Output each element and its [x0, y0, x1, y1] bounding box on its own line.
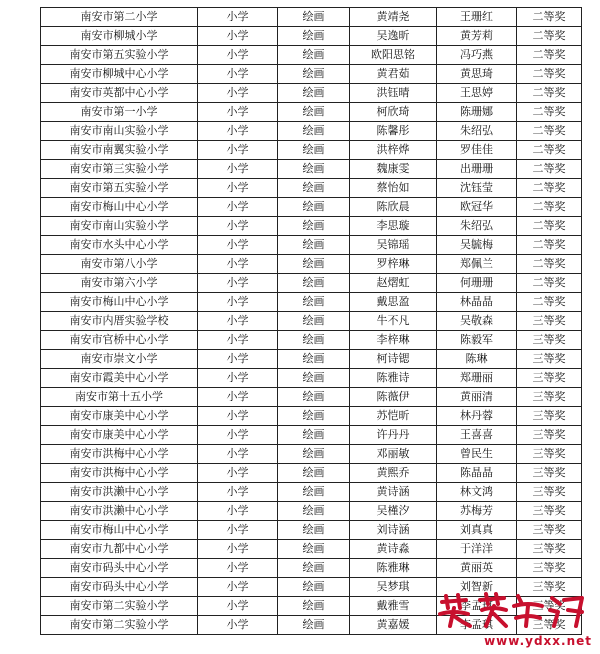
table-row [41, 84, 582, 103]
level-cell: 小学 [198, 597, 278, 616]
award-cell: 三等奖 [517, 597, 582, 616]
level-cell: 小学 [198, 236, 278, 255]
level-cell: 小学 [198, 407, 278, 426]
teacher-cell: 于洋洋 [437, 540, 517, 559]
award-cell: 三等奖 [517, 540, 582, 559]
award-cell: 二等奖 [517, 141, 582, 160]
table-row [41, 274, 582, 293]
school-cell: 南安市官桥中心小学 [41, 331, 198, 350]
level-cell: 小学 [198, 616, 278, 635]
student-cell: 戴雅雪 [350, 597, 437, 616]
table-row [41, 65, 582, 84]
teacher-cell: 陈晶晶 [437, 464, 517, 483]
level-cell: 小学 [198, 8, 278, 27]
level-cell: 小学 [198, 464, 278, 483]
table-row [41, 217, 582, 236]
school-cell: 南安市第三实验小学 [41, 160, 198, 179]
teacher-cell: 黄思琦 [437, 65, 517, 84]
student-cell: 洪钰晴 [350, 84, 437, 103]
table-row [41, 540, 582, 559]
level-cell: 小学 [198, 331, 278, 350]
level-cell: 小学 [198, 274, 278, 293]
table-row [41, 445, 582, 464]
table-row [41, 122, 582, 141]
level-cell: 小学 [198, 160, 278, 179]
teacher-cell: 李孟琪 [437, 597, 517, 616]
award-cell: 二等奖 [517, 122, 582, 141]
level-cell: 小学 [198, 502, 278, 521]
teacher-cell: 陈珊娜 [437, 103, 517, 122]
student-cell: 刘诗涵 [350, 521, 437, 540]
award-cell: 三等奖 [517, 578, 582, 597]
table-row [41, 160, 582, 179]
category-cell: 绘画 [278, 84, 350, 103]
teacher-cell: 林晶晶 [437, 293, 517, 312]
school-cell: 南安市第五实验小学 [41, 46, 198, 65]
table-row [41, 179, 582, 198]
table-row [41, 293, 582, 312]
table-row [41, 8, 582, 27]
award-cell: 三等奖 [517, 369, 582, 388]
table-row [41, 483, 582, 502]
category-cell: 绘画 [278, 312, 350, 331]
category-cell: 绘画 [278, 502, 350, 521]
award-cell: 二等奖 [517, 84, 582, 103]
category-cell: 绘画 [278, 369, 350, 388]
school-cell: 南安市码头中心小学 [41, 578, 198, 597]
school-cell: 南安市南翼实验小学 [41, 141, 198, 160]
category-cell: 绘画 [278, 236, 350, 255]
teacher-cell: 郑珊丽 [437, 369, 517, 388]
teacher-cell: 罗佳佳 [437, 141, 517, 160]
category-cell: 绘画 [278, 483, 350, 502]
category-cell: 绘画 [278, 27, 350, 46]
category-cell: 绘画 [278, 540, 350, 559]
table-row [41, 198, 582, 217]
teacher-cell: 黄芳莉 [437, 27, 517, 46]
category-cell: 绘画 [278, 255, 350, 274]
student-cell: 陈馨彤 [350, 122, 437, 141]
school-cell: 南安市第十五小学 [41, 388, 198, 407]
category-cell: 绘画 [278, 122, 350, 141]
student-cell: 黄靖尧 [350, 8, 437, 27]
teacher-cell: 郑佩兰 [437, 255, 517, 274]
award-cell: 二等奖 [517, 179, 582, 198]
teacher-cell: 陈毅军 [437, 331, 517, 350]
school-cell: 南安市梅山中心小学 [41, 198, 198, 217]
teacher-cell: 朱绍弘 [437, 217, 517, 236]
school-cell: 南安市第二小学 [41, 8, 198, 27]
level-cell: 小学 [198, 350, 278, 369]
teacher-cell: 王思婷 [437, 84, 517, 103]
school-cell: 南安市第二实验小学 [41, 616, 198, 635]
category-cell: 绘画 [278, 407, 350, 426]
table-row [41, 426, 582, 445]
teacher-cell: 沈钰莹 [437, 179, 517, 198]
category-cell: 绘画 [278, 46, 350, 65]
teacher-cell: 王珊红 [437, 8, 517, 27]
level-cell: 小学 [198, 217, 278, 236]
student-cell: 苏恺昕 [350, 407, 437, 426]
award-cell: 三等奖 [517, 331, 582, 350]
student-cell: 魏康雯 [350, 160, 437, 179]
school-cell: 南安市九都中心小学 [41, 540, 198, 559]
student-cell: 邓丽敏 [350, 445, 437, 464]
category-cell: 绘画 [278, 559, 350, 578]
category-cell: 绘画 [278, 331, 350, 350]
table-row [41, 141, 582, 160]
watermark-url: www.ydxx.net [484, 634, 592, 648]
school-cell: 南安市洪濑中心小学 [41, 502, 198, 521]
school-cell: 南安市码头中心小学 [41, 559, 198, 578]
student-cell: 戴思盈 [350, 293, 437, 312]
level-cell: 小学 [198, 84, 278, 103]
category-cell: 绘画 [278, 8, 350, 27]
level-cell: 小学 [198, 369, 278, 388]
teacher-cell: 曾民生 [437, 445, 517, 464]
award-cell: 二等奖 [517, 217, 582, 236]
level-cell: 小学 [198, 198, 278, 217]
table-row [41, 103, 582, 122]
watermark [434, 592, 594, 648]
teacher-cell: 刘真真 [437, 521, 517, 540]
school-cell: 南安市洪梅中心小学 [41, 445, 198, 464]
category-cell: 绘画 [278, 103, 350, 122]
level-cell: 小学 [198, 540, 278, 559]
teacher-cell: 李孟琪 [437, 616, 517, 635]
student-cell: 赵熠虹 [350, 274, 437, 293]
teacher-cell: 黄丽英 [437, 559, 517, 578]
category-cell: 绘画 [278, 426, 350, 445]
teacher-cell: 吴毓梅 [437, 236, 517, 255]
teacher-cell: 黄丽清 [437, 388, 517, 407]
school-cell: 南安市梅山中心小学 [41, 293, 198, 312]
award-cell: 三等奖 [517, 407, 582, 426]
level-cell: 小学 [198, 179, 278, 198]
school-cell: 南安市第六小学 [41, 274, 198, 293]
school-cell: 南安市洪濑中心小学 [41, 483, 198, 502]
level-cell: 小学 [198, 559, 278, 578]
teacher-cell: 刘智新 [437, 578, 517, 597]
school-cell: 南安市南山实验小学 [41, 122, 198, 141]
student-cell: 罗梓琳 [350, 255, 437, 274]
student-cell: 陈雅琳 [350, 559, 437, 578]
awards-table [40, 7, 582, 635]
category-cell: 绘画 [278, 578, 350, 597]
category-cell: 绘画 [278, 597, 350, 616]
school-cell: 南安市第一小学 [41, 103, 198, 122]
category-cell: 绘画 [278, 521, 350, 540]
school-cell: 南安市水头中心小学 [41, 236, 198, 255]
teacher-cell: 王喜喜 [437, 426, 517, 445]
table-row [41, 46, 582, 65]
school-cell: 南安市洪梅中心小学 [41, 464, 198, 483]
teacher-cell: 苏梅芳 [437, 502, 517, 521]
student-cell: 陈薇伊 [350, 388, 437, 407]
award-cell: 二等奖 [517, 65, 582, 84]
school-cell: 南安市南山实验小学 [41, 217, 198, 236]
student-cell: 吴逸昕 [350, 27, 437, 46]
teacher-cell: 冯巧燕 [437, 46, 517, 65]
school-cell: 南安市内厝实验学校 [41, 312, 198, 331]
student-cell: 黄熙乔 [350, 464, 437, 483]
award-cell: 三等奖 [517, 445, 582, 464]
student-cell: 吴梦琪 [350, 578, 437, 597]
award-cell: 二等奖 [517, 46, 582, 65]
school-cell: 南安市康美中心小学 [41, 407, 198, 426]
school-cell: 南安市崇文小学 [41, 350, 198, 369]
teacher-cell: 林丹蓉 [437, 407, 517, 426]
category-cell: 绘画 [278, 445, 350, 464]
award-cell: 三等奖 [517, 388, 582, 407]
student-cell: 欧阳思铭 [350, 46, 437, 65]
table-row [41, 369, 582, 388]
student-cell: 柯欣琦 [350, 103, 437, 122]
level-cell: 小学 [198, 27, 278, 46]
category-cell: 绘画 [278, 179, 350, 198]
award-cell: 三等奖 [517, 502, 582, 521]
category-cell: 绘画 [278, 274, 350, 293]
student-cell: 洪梓烨 [350, 141, 437, 160]
student-cell: 吴槿汐 [350, 502, 437, 521]
teacher-cell: 出珊珊 [437, 160, 517, 179]
table-row [41, 331, 582, 350]
teacher-cell: 欧冠华 [437, 198, 517, 217]
awards-table-body [41, 8, 582, 635]
award-cell: 二等奖 [517, 8, 582, 27]
award-cell: 三等奖 [517, 616, 582, 635]
award-cell: 三等奖 [517, 464, 582, 483]
student-cell: 陈欣晨 [350, 198, 437, 217]
category-cell: 绘画 [278, 350, 350, 369]
table-row [41, 27, 582, 46]
table-row [41, 407, 582, 426]
table-row [41, 388, 582, 407]
level-cell: 小学 [198, 445, 278, 464]
award-cell: 二等奖 [517, 160, 582, 179]
student-cell: 许丹丹 [350, 426, 437, 445]
student-cell: 李思璇 [350, 217, 437, 236]
teacher-cell: 朱绍弘 [437, 122, 517, 141]
award-cell: 二等奖 [517, 236, 582, 255]
table-row [41, 312, 582, 331]
school-cell: 南安市第八小学 [41, 255, 198, 274]
award-cell: 三等奖 [517, 559, 582, 578]
category-cell: 绘画 [278, 65, 350, 84]
category-cell: 绘画 [278, 198, 350, 217]
watermark-logo-icon [436, 592, 586, 630]
teacher-cell: 陈琳 [437, 350, 517, 369]
category-cell: 绘画 [278, 293, 350, 312]
level-cell: 小学 [198, 426, 278, 445]
school-cell: 南安市霞美中心小学 [41, 369, 198, 388]
student-cell: 吴锦瑶 [350, 236, 437, 255]
teacher-cell: 林文鸿 [437, 483, 517, 502]
school-cell: 南安市第二实验小学 [41, 597, 198, 616]
student-cell: 黄诗涵 [350, 483, 437, 502]
table-row [41, 350, 582, 369]
level-cell: 小学 [198, 521, 278, 540]
school-cell: 南安市柳城小学 [41, 27, 198, 46]
award-cell: 三等奖 [517, 350, 582, 369]
award-cell: 三等奖 [517, 312, 582, 331]
student-cell: 蔡怡如 [350, 179, 437, 198]
level-cell: 小学 [198, 578, 278, 597]
student-cell: 陈雅诗 [350, 369, 437, 388]
student-cell: 李梓琳 [350, 331, 437, 350]
level-cell: 小学 [198, 312, 278, 331]
level-cell: 小学 [198, 65, 278, 84]
table-row [41, 255, 582, 274]
student-cell: 牛不凡 [350, 312, 437, 331]
school-cell: 南安市梅山中心小学 [41, 521, 198, 540]
category-cell: 绘画 [278, 388, 350, 407]
level-cell: 小学 [198, 293, 278, 312]
student-cell: 黄嘉媛 [350, 616, 437, 635]
awards-sheet [40, 7, 581, 635]
student-cell: 黄君茹 [350, 65, 437, 84]
award-cell: 二等奖 [517, 293, 582, 312]
level-cell: 小学 [198, 255, 278, 274]
award-cell: 三等奖 [517, 483, 582, 502]
level-cell: 小学 [198, 46, 278, 65]
level-cell: 小学 [198, 483, 278, 502]
category-cell: 绘画 [278, 217, 350, 236]
student-cell: 柯诗锶 [350, 350, 437, 369]
award-cell: 三等奖 [517, 521, 582, 540]
award-cell: 二等奖 [517, 274, 582, 293]
award-cell: 二等奖 [517, 198, 582, 217]
level-cell: 小学 [198, 103, 278, 122]
student-cell: 黄诗淼 [350, 540, 437, 559]
category-cell: 绘画 [278, 616, 350, 635]
table-row [41, 236, 582, 255]
award-cell: 二等奖 [517, 255, 582, 274]
table-row [41, 464, 582, 483]
level-cell: 小学 [198, 122, 278, 141]
table-row [41, 502, 582, 521]
school-cell: 南安市柳城中心小学 [41, 65, 198, 84]
school-cell: 南安市第五实验小学 [41, 179, 198, 198]
table-row [41, 521, 582, 540]
teacher-cell: 何珊珊 [437, 274, 517, 293]
teacher-cell: 吴敬森 [437, 312, 517, 331]
award-cell: 三等奖 [517, 426, 582, 445]
school-cell: 南安市康美中心小学 [41, 426, 198, 445]
table-row [41, 559, 582, 578]
level-cell: 小学 [198, 141, 278, 160]
category-cell: 绘画 [278, 464, 350, 483]
award-cell: 二等奖 [517, 27, 582, 46]
school-cell: 南安市英都中心小学 [41, 84, 198, 103]
level-cell: 小学 [198, 388, 278, 407]
award-cell: 二等奖 [517, 103, 582, 122]
category-cell: 绘画 [278, 141, 350, 160]
category-cell: 绘画 [278, 160, 350, 179]
